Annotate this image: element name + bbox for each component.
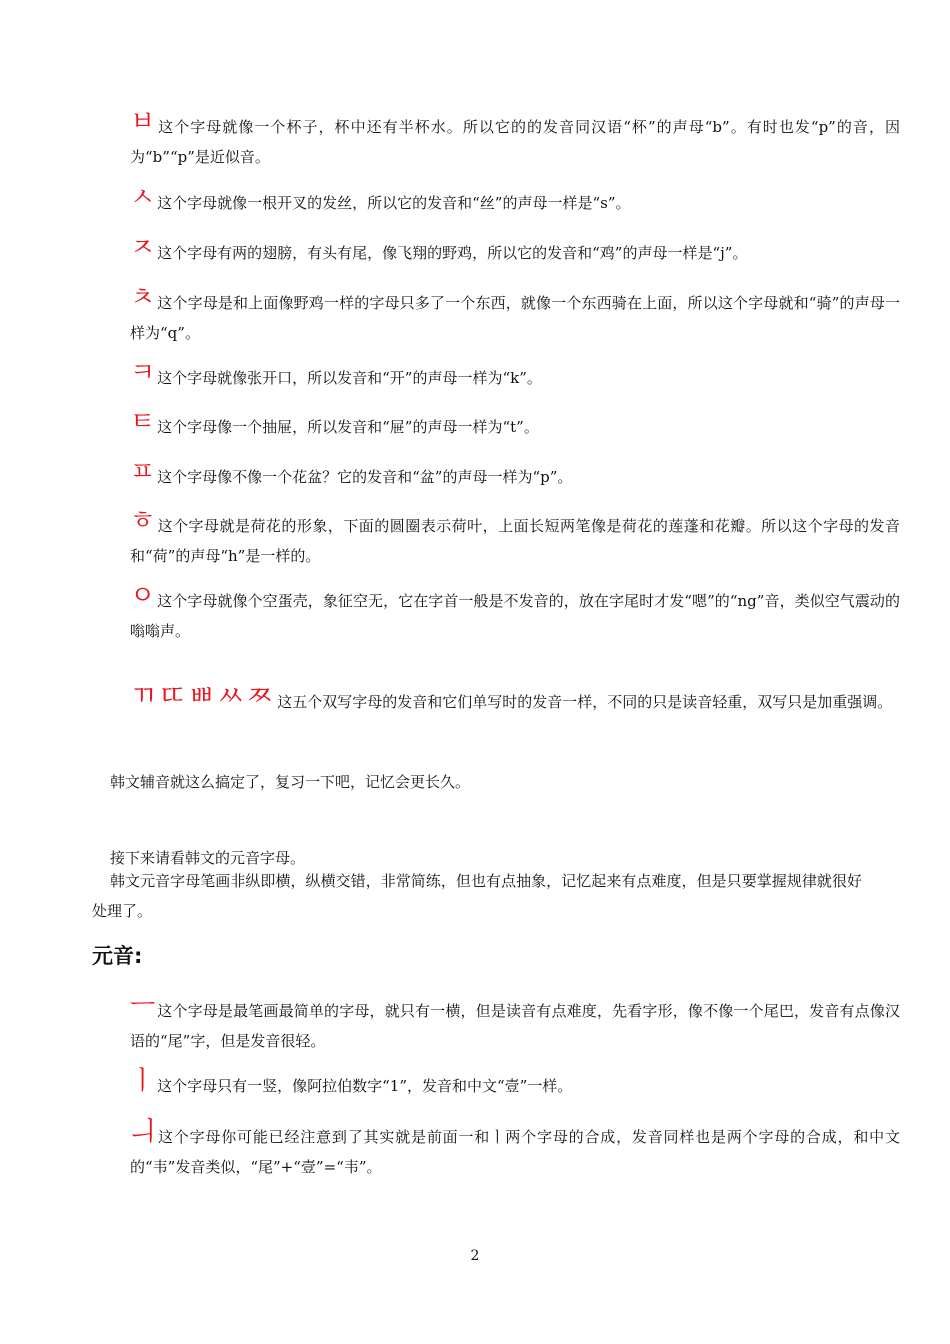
hangul-p-glyph: ㅍ xyxy=(130,457,156,487)
vowel-eu-text: 这个字母是最笔画最简单的字母，就只有一横，但是读音有点难度，先看字形，像不像一个尾巴，发音有点像汉语的“尾”字，但是发音很轻。 xyxy=(130,1002,900,1050)
hangul-i-glyph: ㅣ xyxy=(130,1066,156,1096)
vowel-ui-text: 这个字母你可能已经注意到了其实就是前面一和ㅣ两个字母的合成，发音同样也是两个字母的合成，和中文的“韦”发音类似，“尾”+“壹”=“韦”。 xyxy=(130,1128,900,1176)
vowel-intro-line: 接下来请看韩文的元音字母。 xyxy=(110,849,306,867)
consonant-k-text: 这个字母就像张开口，所以发音和“开”的声母一样为“k”。 xyxy=(157,369,542,387)
consonant-t-text: 这个字母像一个抽屉，所以发音和“屉”的声母一样为“t”。 xyxy=(157,418,539,436)
vowel-ui-paragraph xyxy=(92,1117,900,1182)
consonant-b-paragraph xyxy=(92,107,900,172)
double-consonant-text: 这五个双写字母的发音和它们单写时的发音一样，不同的只是读音轻重，双写只是加重强调。 xyxy=(277,693,893,711)
hangul-b-glyph: ㅂ xyxy=(130,107,156,137)
hangul-j-glyph: ㅈ xyxy=(130,233,156,263)
hangul-eu-glyph: ㅡ xyxy=(130,991,156,1021)
vowel-eu-paragraph xyxy=(92,991,900,1056)
consonant-k-paragraph xyxy=(92,358,900,393)
consonant-ng-text: 这个字母就像个空蛋壳，象征空无，它在字首一般是不发音的，放在字尾时才发“嗯”的“ng”音，类似空气震动的嗡嗡声。 xyxy=(130,592,900,640)
review-note: 韩文辅音就这么搞定了，复习一下吧，记忆会更长久。 xyxy=(110,773,471,791)
consonant-b-text: 这个字母就像一个杯子，杯中还有半杯水。所以它的的发音同汉语“杯”的声母“b”。有时也发“p”的音，因为“b”“p”是近似音。 xyxy=(130,118,900,166)
page-number: 2 xyxy=(470,1248,480,1264)
hangul-t-glyph: ㅌ xyxy=(130,407,156,437)
hangul-s-glyph: ㅅ xyxy=(130,183,156,213)
consonant-h-text: 这个字母就是荷花的形象，下面的圆圈表示荷叶，上面长短两笔像是荷花的莲蓬和花瓣。所以这个字母的发音和“荷”的声母“h”是一样的。 xyxy=(130,517,900,565)
consonant-q-text: 这个字母是和上面像野鸡一样的字母只多了一个东西，就像一个东西骑在上面，所以这个字母就和“骑”的声母一样为“q”。 xyxy=(130,294,900,342)
consonant-p-paragraph xyxy=(92,457,900,492)
hangul-ng-glyph: ㅇ xyxy=(130,581,156,611)
vowel-i-paragraph xyxy=(92,1066,900,1101)
hangul-double-glyphs: ㄲㄸㅃㅆㅉ xyxy=(130,679,276,712)
hangul-ui-glyph: ㅢ xyxy=(130,1117,156,1147)
consonant-j-text: 这个字母有两的翅膀，有头有尾，像飞翔的野鸡，所以它的发音和“鸡”的声母一样是“j”。 xyxy=(157,244,748,262)
consonant-p-text: 这个字母像不像一个花盆？它的发音和“盆”的声母一样为“p”。 xyxy=(157,468,573,486)
consonant-s-text: 这个字母就像一根开叉的发丝，所以它的发音和“丝”的声母一样是“s”。 xyxy=(157,194,631,212)
consonant-t-paragraph xyxy=(92,407,900,442)
vowel-i-text: 这个字母只有一竖，像阿拉伯数字“1”，发音和中文“壹”一样。 xyxy=(157,1077,573,1095)
consonant-h-paragraph xyxy=(92,506,900,571)
vowel-intro-paragraph: 韩文元音字母笔画非纵即横，纵横交错，非常简练，但也有点抽象，记忆起来有点难度，但是只要掌握规律就很好处理了。 xyxy=(92,872,862,920)
double-consonant-paragraph xyxy=(92,679,900,717)
hangul-ch-glyph: ㅊ xyxy=(130,283,156,313)
consonant-ng-paragraph xyxy=(92,581,900,646)
vowel-heading: 元音: xyxy=(92,944,143,968)
consonant-q-paragraph xyxy=(92,283,900,348)
consonant-s-paragraph xyxy=(92,183,900,218)
hangul-k-glyph: ㅋ xyxy=(130,358,156,388)
hangul-h-glyph: ㅎ xyxy=(130,506,156,536)
consonant-j-paragraph xyxy=(92,233,900,268)
